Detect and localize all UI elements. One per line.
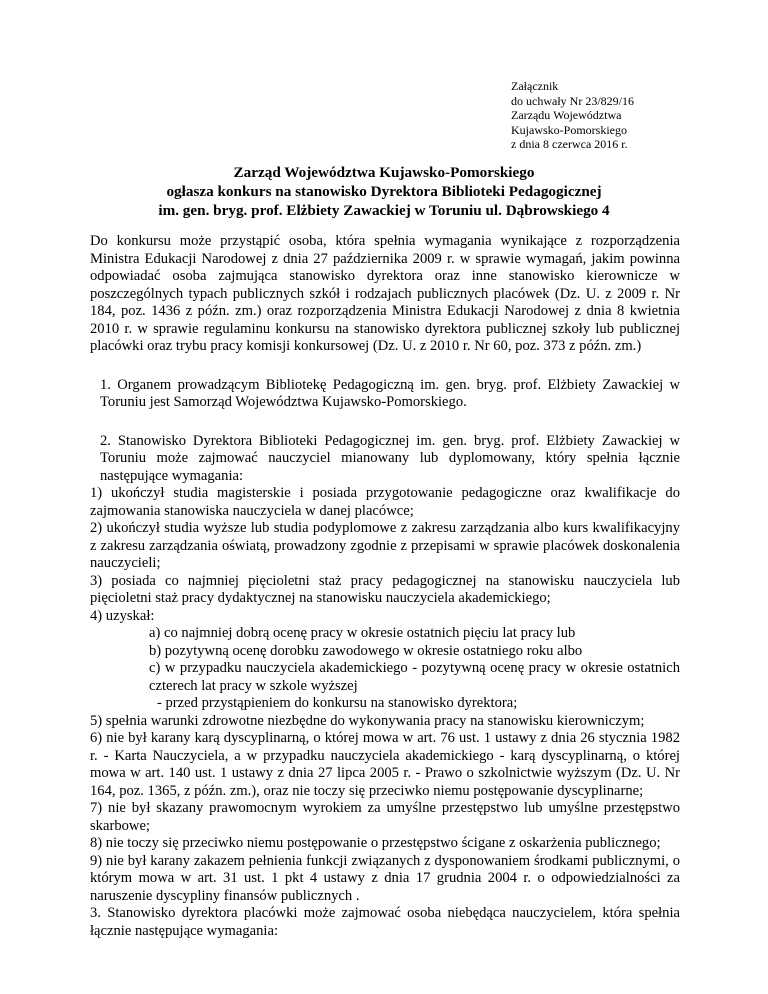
heading-line-2: ogłasza konkurs na stanowisko Dyrektora Biblioteki Pedagogicznej [166, 183, 602, 200]
document-body [90, 233, 680, 940]
announcement-heading [60, 163, 708, 220]
annex-line-2: do uchwały Nr 23/829/16 [511, 93, 634, 108]
requirement-8: 8) nie toczy się przeciwko niemu postępowanie o przestępstwo ścigane z oskarżenia publicznego; [90, 835, 661, 851]
annex-note [511, 79, 731, 152]
requirement-6: 6) nie był karany karą dyscyplinarną, o której mowa w art. 76 ust. 1 ustawy z dnia 26 stycznia 1982 r. - Karta Nauczyciela, a w przypadku nauczyciela akademickiego - karą dyscyplinarną, o której mowa w art. 140 ust. 1 ustawy z dnia 27 lipca 2005 r. - Prawo o szkolnictwie wyższym (Dz. U. Nr 164, poz. 1365, z późn. zm.), oraz nie toczy się przeciwko niemu postępowanie dyscyplinarne; [90, 730, 680, 799]
requirement-4c: c) w przypadku nauczyciela akademickiego - pozytywną ocenę pracy w okresie ostatnich czterech lat pracy w szkole wyższej [149, 660, 680, 694]
item-1-paragraph: 1. Organem prowadzącym Bibliotekę Pedagogiczną im. gen. bryg. prof. Elżbiety Zawackiej w Toruniu jest Samorząd Województwa Kujawsko-Pomorskiego. [100, 376, 680, 410]
annex-line-5: z dnia 8 czerwca 2016 r. [511, 137, 628, 151]
requirement-7: 7) nie był skazany prawomocnym wyrokiem za umyślne przestępstwo lub umyślne przestępstwo skarbowe; [90, 800, 680, 834]
requirement-9: 9) nie był karany zakazem pełnienia funkcji związanych z dysponowaniem środkami publicznymi, o którym mowa w art. 31 ust. 1 pkt 4 ustawy z dnia 17 grudnia 2004 r. o odpowiedzialności za naruszenie dyscypliny finansów publicznych . [90, 852, 680, 904]
requirement-4a: a) co najmniej dobrą ocenę pracy w okresie ostatnich pięciu lat pracy lub [149, 625, 576, 641]
requirement-4-tail: - przed przystąpieniem do konkursu na stanowisko dyrektora; [157, 695, 518, 711]
annex-line-4: Kujawsko-Pomorskiego [511, 122, 627, 137]
annex-line-1: Załącznik [511, 79, 559, 93]
intro-paragraph: Do konkursu może przystąpić osoba, która spełnia wymagania wynikające z rozporządzenia Ministra Edukacji Narodowej z dnia 27 października 2009 r. w sprawie wymagań, jakim powinna odpowiadać osoba zajmująca stanowisko dyrektora oraz inne stanowisko kierownicze w poszczególnych typach publicznych szkół i rodzajach publicznych placówek (Dz. U. z 2009 r. Nr 184, poz. 1436 z późn. zm.) oraz rozporządzenia Ministra Edukacji Narodowej z dnia 8 kwietnia 2010 r. w sprawie regulaminu konkursu na stanowisko dyrektora publicznej szkoły lub publicznej placówki oraz trybu pracy komisji konkursowej (Dz. U. z 2010 r. Nr 60, poz. 373 z późn. zm.) [90, 233, 680, 354]
requirement-2: 2) ukończył studia wyższe lub studia podyplomowe z zakresu zarządzania albo kurs kwalifikacyjny z zakresu zarządzania oświatą, prowadzony zgodnie z przepisami w sprawie placówek doskonalenia nauczycieli; [90, 520, 680, 571]
heading-line-1: Zarząd Województwa Kujawsko-Pomorskiego [233, 164, 535, 181]
requirement-1: 1) ukończył studia magisterskie i posiada przygotowanie pedagogiczne oraz kwalifikacje do zajmowania stanowiska nauczyciela w danej placówce; [90, 485, 680, 519]
heading-line-3: im. gen. bryg. prof. Elżbiety Zawackiej w Toruniu ul. Dąbrowskiego 4 [158, 202, 610, 219]
item-2-paragraph: 2. Stanowisko Dyrektora Biblioteki Pedagogicznej im. gen. bryg. prof. Elżbiety Zawackiej w Toruniu może zajmować nauczyciel mianowany lub dyplomowany, który spełnia łącznie następujące wymagania: [100, 432, 680, 484]
requirement-4: 4) uzyskał: [90, 607, 155, 624]
requirement-5: 5) spełnia warunki zdrowotne niezbędne do wykonywania pracy na stanowisku kierowniczym; [90, 712, 645, 729]
requirement-4b: b) pozytywną ocenę dorobku zawodowego w okresie ostatniego roku albo [149, 642, 583, 659]
item-3-paragraph: 3. Stanowisko dyrektora placówki może zajmować osoba niebędąca nauczycielem, która spełnia łącznie następujące wymagania: [90, 905, 680, 939]
requirement-3: 3) posiada co najmniej pięcioletni staż pracy pedagogicznej na stanowisku nauczyciela lub pięcioletni staż pracy dydaktycznej na stanowisku nauczyciela akademickiego; [90, 572, 680, 606]
annex-line-3: Zarządu Województwa [511, 108, 622, 122]
